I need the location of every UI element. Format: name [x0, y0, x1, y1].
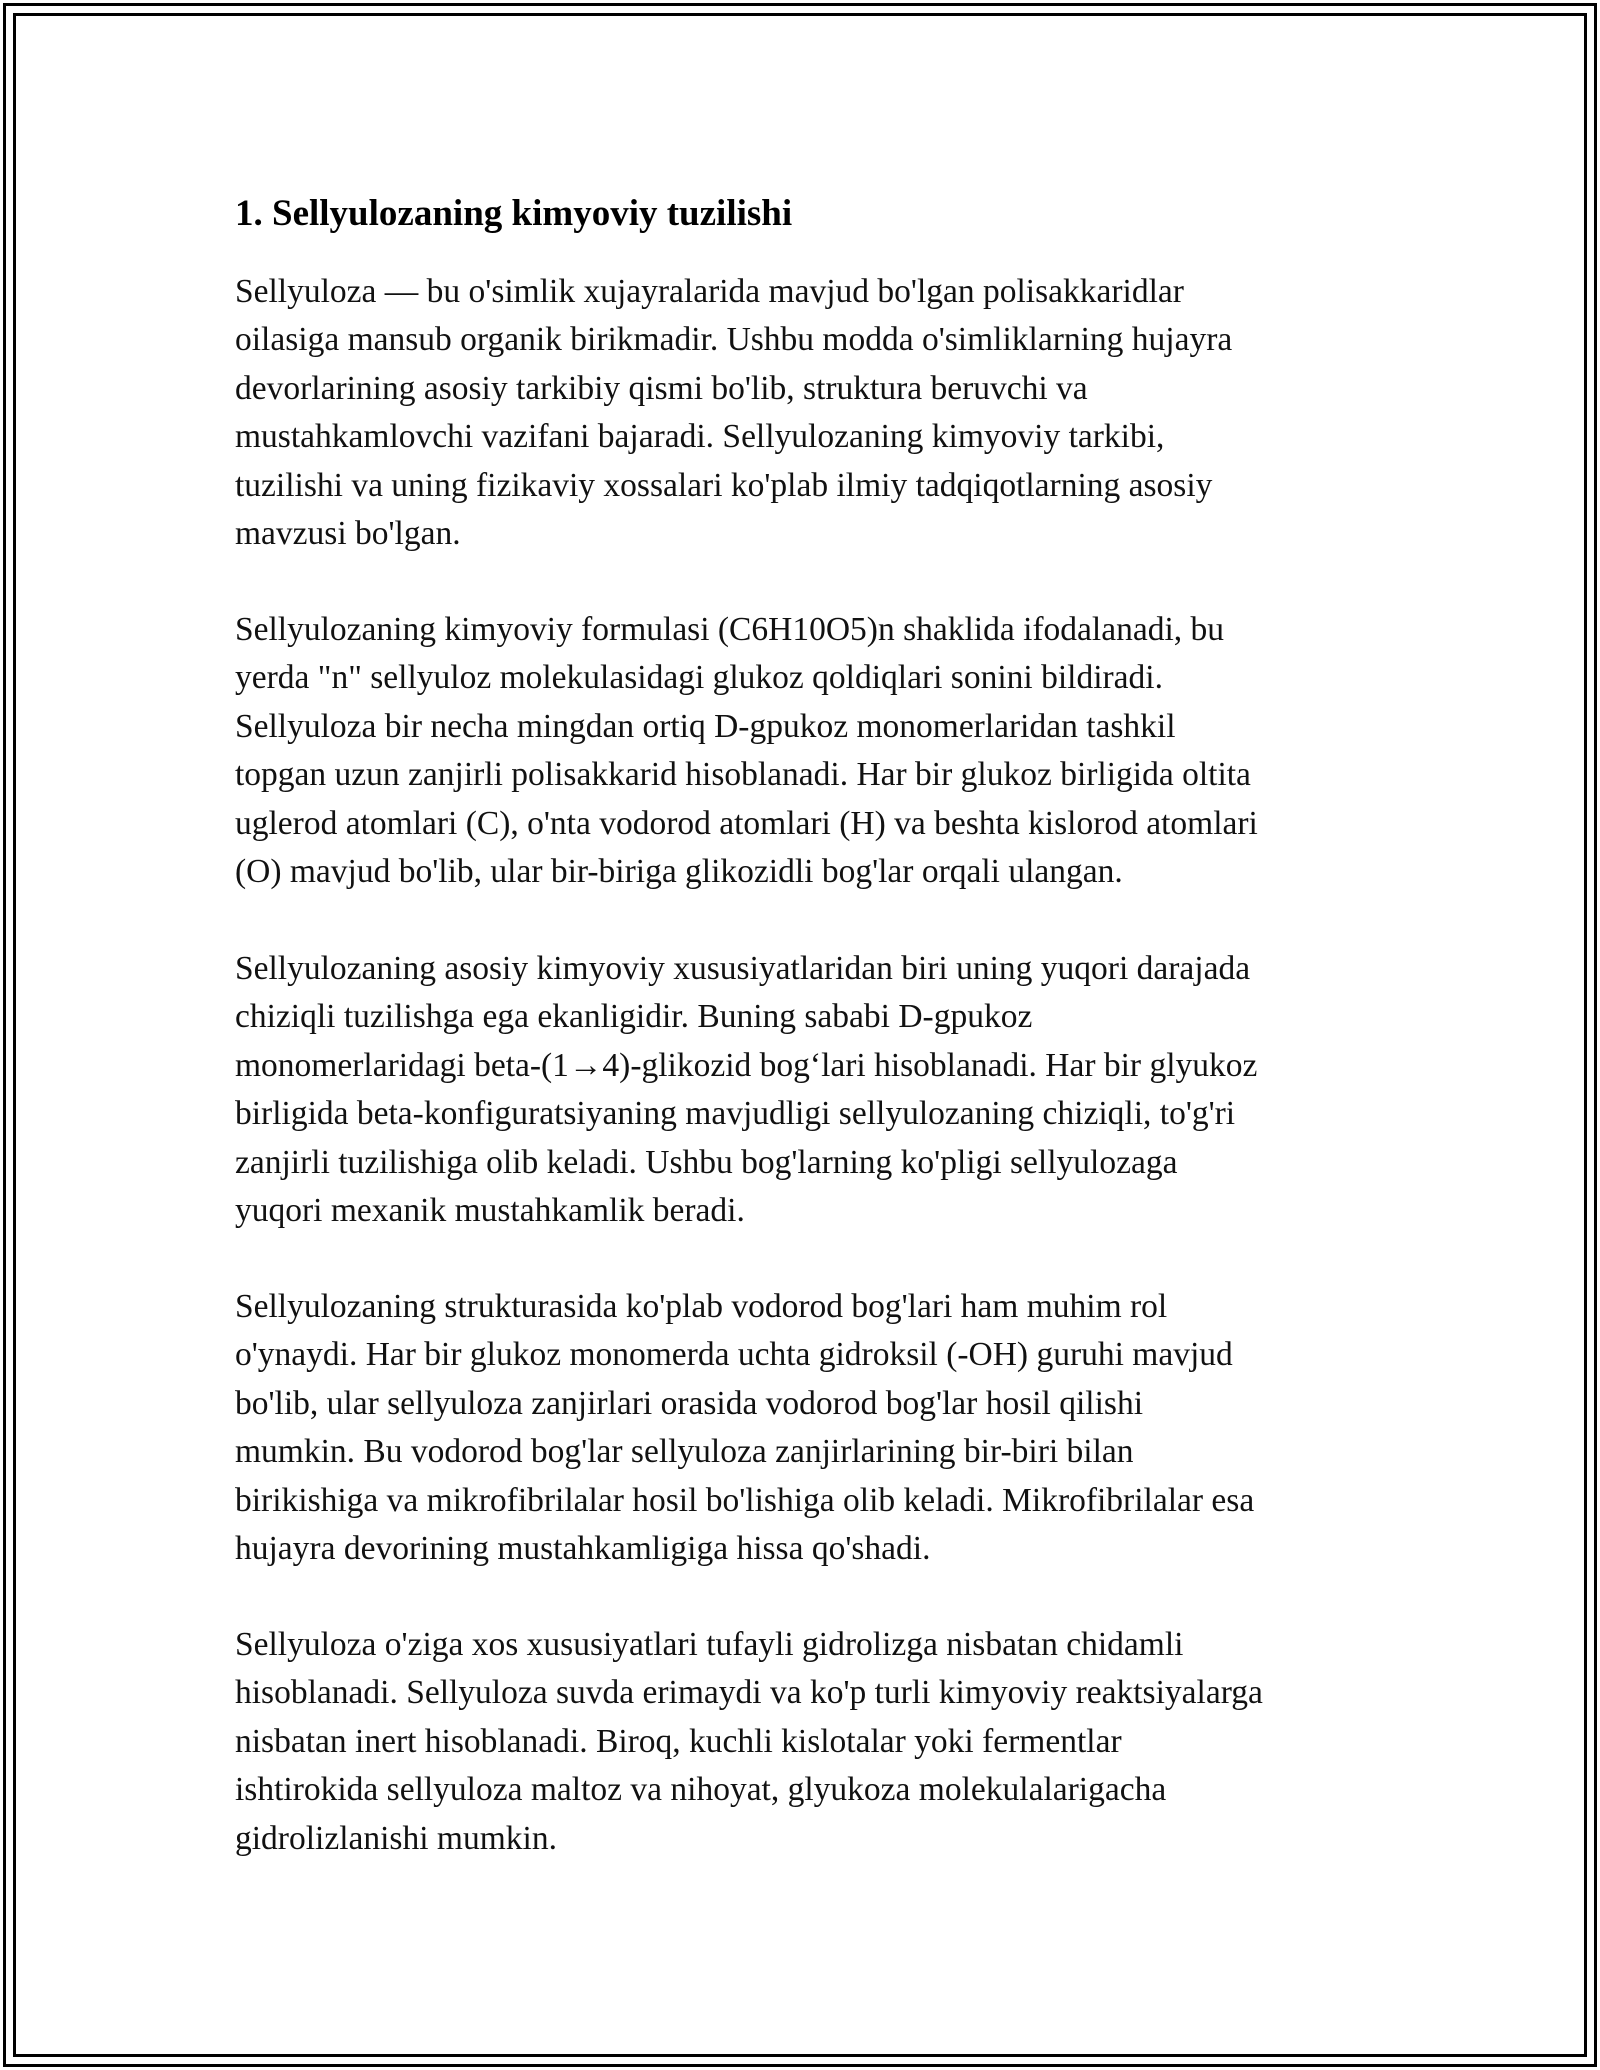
text-line: zanjirli tuzilishiga olib keladi. Ushbu bog'larning ko'pligi sellyulozaga: [235, 1143, 1178, 1181]
text-line: yerda "n" sellyuloz molekulasidagi glukoz qoldiqlari sonini bildiradi.: [235, 659, 1163, 697]
text-line: uglerod atomlari (C), o'nta vodorod atomlari (H) va beshta kislorod atomlari: [235, 804, 1258, 842]
text-line: Sellyulozaning kimyoviy formulasi (C6H10O5)n shaklida ifodalanadi, bu: [235, 611, 1225, 648]
text-line: tuzilishi va uning fizikaviy xossalari ko'plab ilmiy tadqiqotlarning asosiy: [235, 466, 1213, 504]
text-line: o'ynaydi. Har bir glukoz monomerda uchta gidroksil (-OH) guruhi mavjud: [235, 1336, 1233, 1374]
text-line: gidrolizlanishi mumkin.: [235, 1819, 557, 1857]
text-line: ishtirokida sellyuloza maltoz va nihoyat, glyukoza molekulalarigacha: [235, 1771, 1167, 1809]
text-line: nisbatan inert hisoblanadi. Biroq, kuchli kislotalar yoki fermentlar: [235, 1722, 1122, 1760]
text-line: oilasiga mansub organik birikmadir. Ushbu modda o'simliklarning hujayra: [235, 321, 1233, 359]
paragraph-4: [235, 1283, 1254, 1573]
text-line: mumkin. Bu vodorod bog'lar sellyuloza zanjirlarining bir-biri bilan: [235, 1433, 1134, 1471]
text-line: birikishiga va mikrofibrilalar hosil bo'lishiga olib keladi. Mikrofibrilalar esa: [235, 1481, 1255, 1519]
text-line: Sellyuloza o'ziga xos xususiyatlari tufayli gidrolizga nisbatan chidamli: [235, 1626, 1184, 1663]
text-line: Sellyuloza bir necha mingdan ortiq D-gpukoz monomerlaridan tashkil: [235, 707, 1176, 745]
paragraph-3: [235, 945, 1257, 1235]
paragraph-5: [235, 1621, 1263, 1863]
paragraph-2: [235, 606, 1258, 896]
text-line: mavzusi bo'lgan.: [235, 514, 461, 552]
text-line: monomerlaridagi beta-(1→4)-glikozid bog‘lari hisoblanadi. Har bir glyukoz: [235, 1046, 1258, 1084]
paragraph-1: [235, 268, 1232, 558]
section-heading: 1. Sellyulozaning kimyoviy tuzilishi: [235, 193, 793, 234]
text-line: topgan uzun zanjirli polisakkarid hisoblanadi. Har bir glukoz birligida oltita: [235, 756, 1251, 794]
text-line: chiziqli tuzilishga ega ekanligidir. Buning sababi D-gpukoz: [235, 998, 1033, 1036]
text-line: devorlarining asosiy tarkibiy qismi bo'lib, struktura beruvchi va: [235, 369, 1088, 407]
text-line: yuqori mexanik mustahkamlik beradi.: [235, 1191, 745, 1229]
text-line: hisoblanadi. Sellyuloza suvda erimaydi va ko'p turli kimyoviy reaktsiyalarga: [235, 1674, 1263, 1712]
text-line: (O) mavjud bo'lib, ular bir-biriga glikozidli bog'lar orqali ulangan.: [235, 852, 1123, 890]
text-line: Sellyulozaning strukturasida ko'plab vodorod bog'lari ham muhim rol: [235, 1288, 1168, 1325]
text-line: birligida beta-konfiguratsiyaning mavjudligi sellyulozaning chiziqli, to'g'ri: [235, 1095, 1236, 1133]
text-line: mustahkamlovchi vazifani bajaradi. Sellyulozaning kimyoviy tarkibi,: [235, 418, 1165, 456]
text-line: hujayra devorining mustahkamligiga hissa qo'shadi.: [235, 1529, 931, 1567]
text-line: Sellyulozaning asosiy kimyoviy xususiyatlaridan biri uning yuqori darajada: [235, 950, 1251, 987]
text-line: bo'lib, ular sellyuloza zanjirlari orasida vodorod bog'lar hosil qilishi: [235, 1384, 1144, 1422]
text-line: Sellyuloza — bu o'simlik xujayralarida mavjud bo'lgan polisakkaridlar: [235, 273, 1184, 310]
